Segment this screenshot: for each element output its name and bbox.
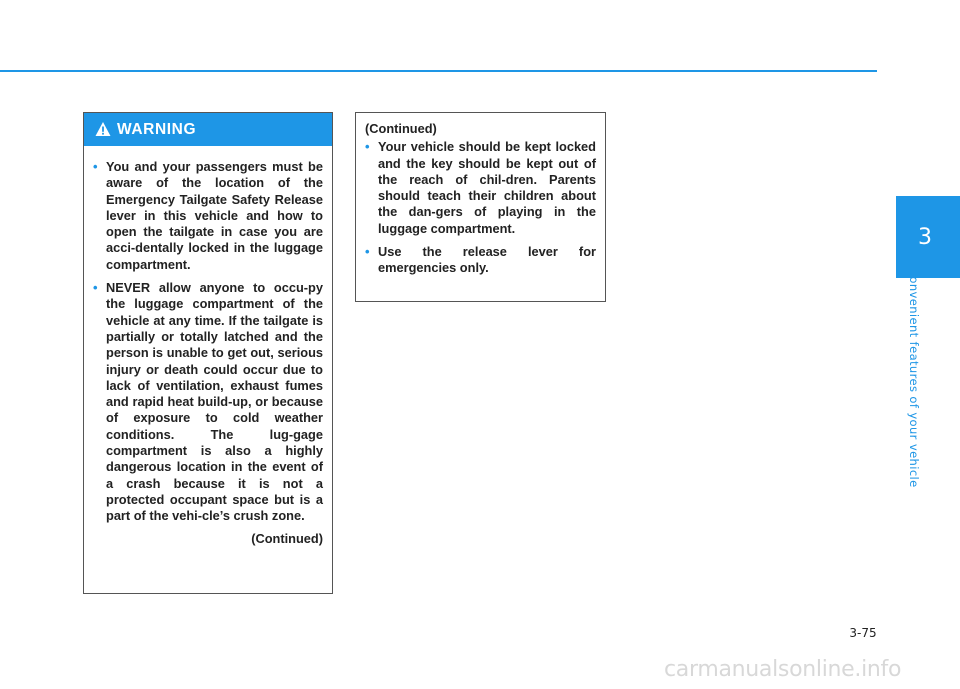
continued-label: (Continued) [365, 121, 437, 136]
warning-item-text: You and your passengers must be aware of the location of the Emergency Tailgate Safety Release lever in this vehicle and how to open the tailgate in case you are acci-dentally locked in the luggage compartment. [106, 159, 323, 272]
bullet-icon: • [93, 159, 98, 174]
header-rule [0, 70, 877, 72]
warning-title: WARNING [117, 120, 197, 138]
continued-item-text: Your vehicle should be kept locked and the key should be kept out of the reach of chil-dren. Parents should teach their children about the dan-gers of playing in the luggage compartment. [378, 139, 596, 236]
warning-list [93, 159, 323, 525]
chapter-tab [896, 196, 960, 278]
continued-item [365, 244, 596, 277]
chapter-title: Convenient features of your vehicle [907, 268, 921, 488]
watermark: carmanualsonline.info [664, 657, 902, 682]
warning-item [93, 280, 323, 524]
warning-header [84, 113, 332, 146]
continued-box [355, 112, 606, 302]
chapter-number: 3 [918, 224, 932, 250]
continued-list [365, 139, 596, 276]
continued-item-text: Use the release lever for emergencies only. [378, 244, 596, 276]
continued-label: (Continued) [251, 530, 323, 546]
warning-triangle-icon [95, 121, 111, 137]
bullet-icon: • [365, 139, 370, 155]
warning-box [83, 112, 333, 594]
bullet-icon: • [93, 280, 98, 296]
warning-item-text: NEVER allow anyone to occu-py the luggage compartment of the vehicle at any time. If the tailgate is partially or totally latched and the person is unable to get out, serious injury or death could occur due to lack of ventilation, exhaust fumes and rapid heat build-up, or because of exposure to cold weather conditions. The lug-gage compartment is also a highly dangerous location in the event of a crash because it is not a protected occupant space but is a part of the vehi-cle’s crush zone. [106, 280, 323, 524]
continued-item [365, 139, 596, 237]
page-number: 3-75 [849, 626, 877, 640]
warning-item [93, 159, 323, 273]
bullet-icon: • [365, 244, 370, 260]
